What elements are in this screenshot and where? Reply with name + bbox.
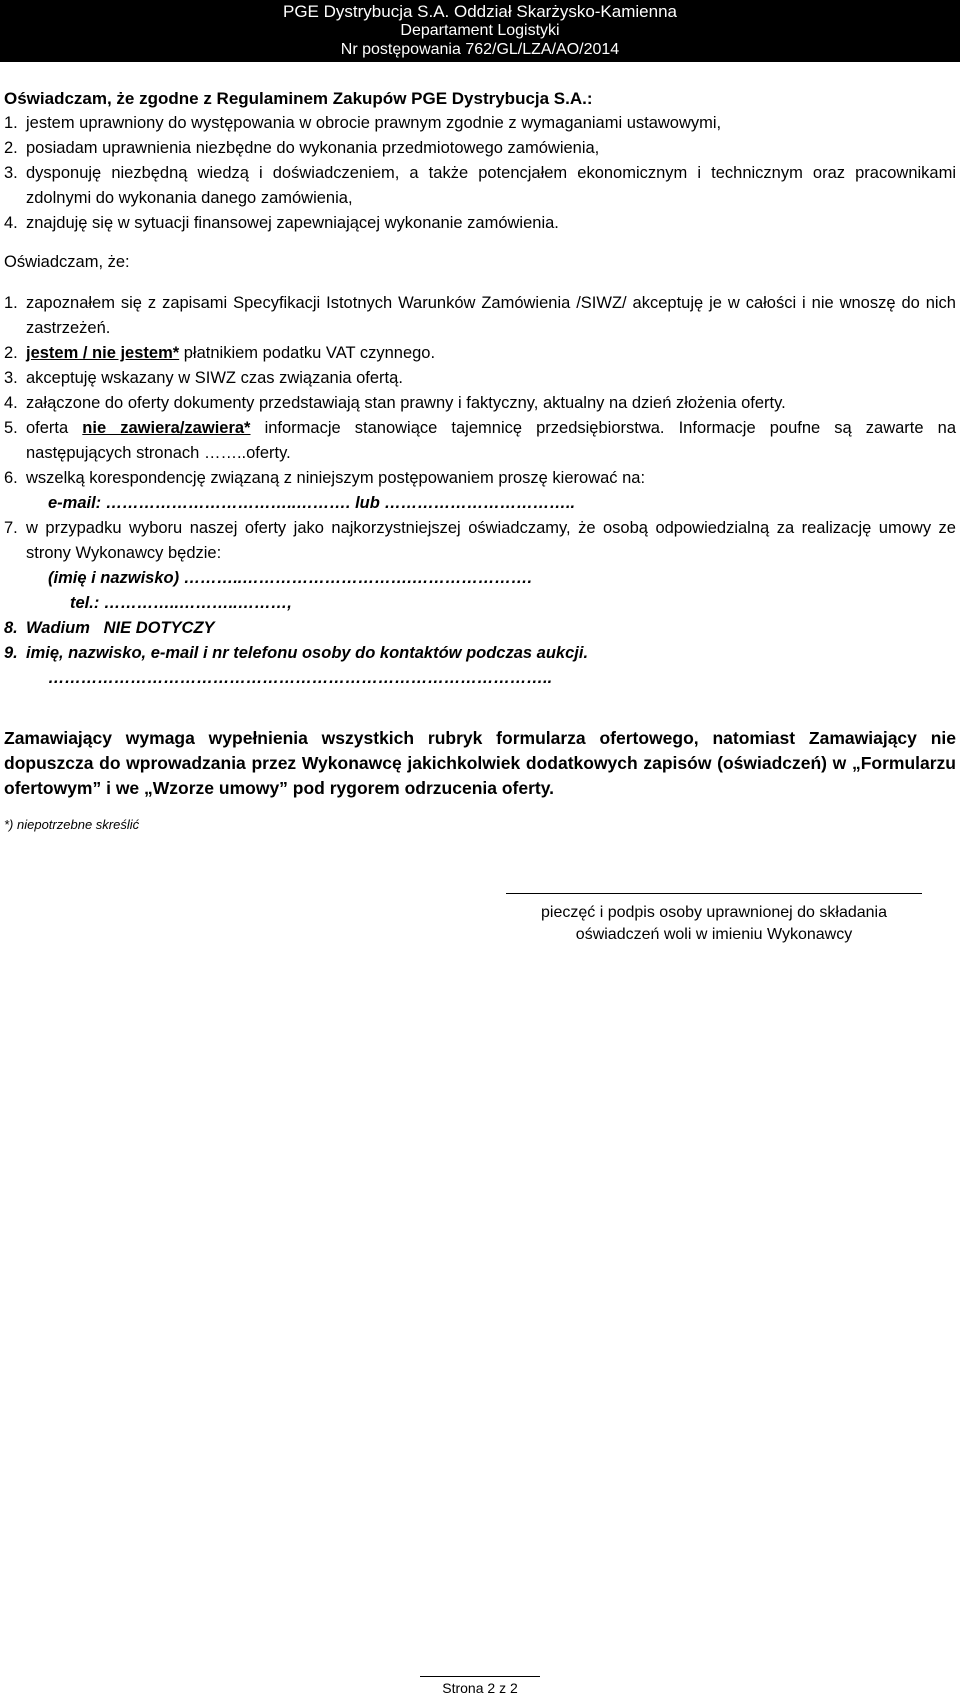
vat-status-text: płatnikiem podatku VAT czynnego. xyxy=(179,344,436,362)
responsible-person-text: w przypadku wyboru naszej oferty jako najkorzystniejszej oświadczamy, że osobą odpowiedzialną za realizację umowy ze strony Wykonawcy będzie: xyxy=(26,519,956,562)
page-number: Strona 2 z 2 xyxy=(442,1680,518,1696)
item-number: 5. xyxy=(4,419,18,437)
confidential-pre: oferta xyxy=(26,419,83,437)
item-number: 2. xyxy=(4,344,18,362)
item-number: 1. xyxy=(4,294,18,312)
responsible-name-field: (imię i nazwisko) ………..………………………….…………………. xyxy=(48,569,533,587)
item-number: 6. xyxy=(4,469,18,487)
signature-caption-line2: oświadczeń woli w imieniu Wykonawcy xyxy=(575,926,853,943)
list-item xyxy=(4,641,956,691)
list-item xyxy=(4,136,956,161)
footnote: *) niepotrzebne skreślić xyxy=(4,817,140,832)
requirement-notice: Zamawiający wymaga wypełnienia wszystkich rubryk formularza ofertowego, natomiast Zamawiający nie dopuszcza do wprowadzania przez Wykonawcę jakichkolwiek dodatkowych zapisów (oświadczeń) w „Formularzu ofertowym” i we „Wzorze umowy” pod rygorem odrzucenia oferty. xyxy=(4,728,956,798)
list-item xyxy=(4,341,956,366)
signature-block xyxy=(506,893,922,946)
confidential-choice: nie zawiera/zawiera* xyxy=(82,419,251,437)
document-body xyxy=(4,86,956,837)
item-number: 3. xyxy=(4,369,18,387)
vat-status-choice: jestem / nie jestem* xyxy=(26,344,180,362)
list-item xyxy=(4,366,956,391)
footer-divider xyxy=(420,1676,540,1677)
header-department: Departament Logistyki xyxy=(400,22,560,39)
list-item xyxy=(4,111,956,136)
list-item xyxy=(4,616,956,641)
email-field: e-mail: ……………………………..………. lub …………………………….. xyxy=(48,494,576,512)
item-text xyxy=(26,416,956,466)
item-text: znajduję się w sytuacji finansowej zapewniającej wykonanie zamówienia. xyxy=(26,214,559,232)
item-text: dysponuję niezbędną wiedzą i doświadczeniem, a także potencjałem ekonomicznym i technicznym oraz pracownikami zdolnymi do wykonania danego zamówienia, xyxy=(26,164,956,207)
item-text: posiadam uprawnienia niezbędne do wykonania przedmiotowego zamówienia, xyxy=(26,139,600,157)
section1-heading: Oświadczam, że zgodne z Regulaminem Zakupów PGE Dystrybucja S.A.: xyxy=(4,89,593,108)
item-text xyxy=(26,466,956,516)
signature-line xyxy=(506,893,922,894)
item-text xyxy=(26,641,956,691)
item-number: 4. xyxy=(4,214,18,232)
list-item xyxy=(4,391,956,416)
item-text xyxy=(26,516,956,616)
list-item xyxy=(4,466,956,516)
item-text xyxy=(26,341,956,366)
item-number: 7. xyxy=(4,519,18,537)
section2-heading: Oświadczam, że: xyxy=(4,253,130,271)
item-number: 3. xyxy=(4,164,18,182)
item-number: 8. xyxy=(4,619,18,637)
auction-contact-text: imię, nazwisko, e-mail i nr telefonu osoby do kontaktów podczas aukcji. xyxy=(26,644,589,662)
header-company: PGE Dystrybucja S.A. Oddział Skarżysko-Kamienna xyxy=(283,2,677,21)
list-item xyxy=(4,416,956,466)
item-text: załączone do oferty dokumenty przedstawiają stan prawny i faktyczny, aktualny na dzień złożenia oferty. xyxy=(26,394,786,412)
list-item xyxy=(4,161,956,211)
list-item xyxy=(4,291,956,341)
page-header xyxy=(0,0,960,62)
list-item xyxy=(4,211,956,236)
list-item xyxy=(4,516,956,616)
confidential-post: informacje stanowiące tajemnicę przedsiębiorstwa. Informacje poufne są zawarte na następujących stronach ……..oferty. xyxy=(26,419,957,462)
header-proceeding-number: Nr postępowania 762/GL/LZA/AO/2014 xyxy=(340,41,620,58)
item-number: 2. xyxy=(4,139,18,157)
auction-contact-field: ……………………………………………………………………………….. xyxy=(48,669,553,687)
correspondence-text: wszelką korespondencję związaną z niniejszym postępowaniem proszę kierować na: xyxy=(26,469,646,487)
signature-caption-line1: pieczęć i podpis osoby uprawnionej do składania xyxy=(541,904,887,921)
item-text: zapoznałem się z zapisami Specyfikacji Istotnych Warunków Zamówienia /SIWZ/ akceptuję je w całości i nie wnoszę do nich zastrzeżeń. xyxy=(26,294,956,337)
item-text: Wadium NIE DOTYCZY xyxy=(26,619,215,637)
item-number: 9. xyxy=(4,644,18,662)
item-number: 4. xyxy=(4,394,18,412)
item-number: 1. xyxy=(4,114,18,132)
item-text: jestem uprawniony do występowania w obrocie prawnym zgodnie z wymaganiami ustawowymi, xyxy=(26,114,722,132)
item-text: akceptuję wskazany w SIWZ czas związania ofertą. xyxy=(26,369,403,387)
responsible-phone-field: tel.: …………..………..………, xyxy=(70,594,292,612)
